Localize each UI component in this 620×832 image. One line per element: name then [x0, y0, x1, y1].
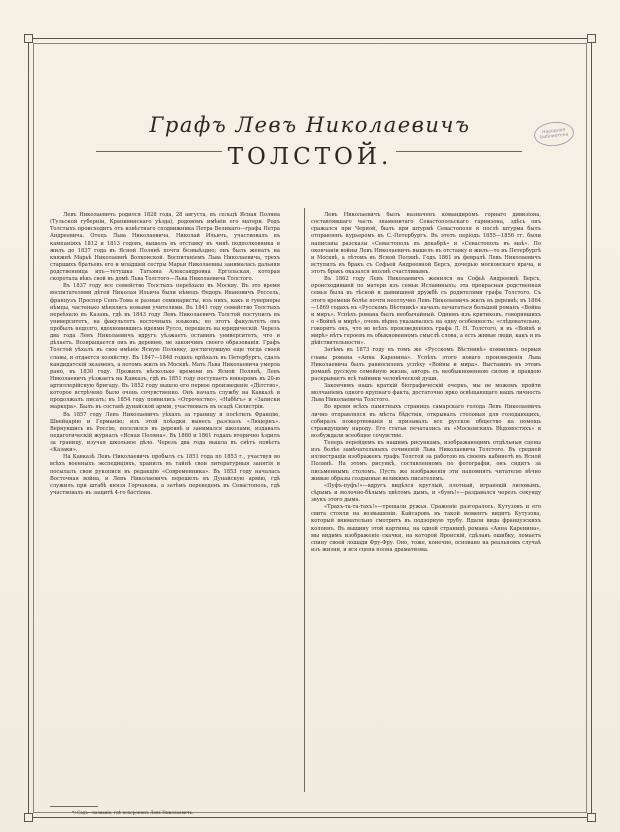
left-paragraph: На Кавказѣ Левъ Николаевичъ пробылъ съ 1851 года по 1853 г., участвуя во всѣхъ военныхъ экспедиціяхъ, хранилъ въ тайнѣ свои литературныя занятія и посылалъ свои рукописи въ редакцію «Современника». Въ 1853 году началась Восточная война, и Левъ Николаевичъ перешелъ въ Дунайскую армію, гдѣ служилъ при штабѣ князя Горчакова, а затѣмъ переведенъ въ Севастополь, гдѣ участвовалъ въ защитѣ 4-го бастіона.: [50, 454, 280, 496]
text-column-left: [50, 212, 280, 792]
title-rule-right: [396, 151, 522, 152]
frame-corner-bottom-left: [24, 813, 33, 822]
frame-corner-top-left: [24, 34, 33, 43]
text-column-right: [311, 212, 541, 792]
right-paragraph: Левъ Николаевичъ былъ назначенъ командиромъ горнаго дивизіона, составлявшаго часть знаменитаго Севастопольскаго гарнизона, здѣсь онъ сражался при Черной, былъ при штурмѣ Севастополя и послѣ штурма былъ отправленъ курьеромъ въ С.-Петербургъ. Въ этотъ періодъ 1855—1856 гг. были написаны разсказы «Севастополь въ декабрѣ» и «Севастополь въ маѣ». По окончаніи войны Левъ Николаевичъ вышелъ въ отставку и жилъ—то въ Петербургѣ и Москвѣ, а лѣтомъ въ Ясной Полянѣ. Годъ 1861 въ февралѣ Левъ Николаевичъ вступилъ въ бракъ съ Софьей Андреевной Берсъ, дочерью московскаго врача, и этотъ бракъ оказался вполнѣ счастливымъ.: [311, 212, 541, 275]
right-paragraph: Въ 1862 году Левъ Николаевичъ женился на Софьѣ Андреевнѣ Берсъ, происходившей по матери изъ семьи Иславиныхъ; эта прекрасная родственная семья была въ тѣсной и давнишней дружбѣ съ родителями графа Толстого. Съ этого времени болѣе почти неотлучно Левъ Николаевичъ жилъ въ деревнѣ; въ 1864—1869 годахъ въ «Русскомъ Вѣстникѣ» началъ печататься большой романъ «Война и миръ». Успѣхъ романа былъ необычайный. Однимъ изъ критиковъ, говорившихъ о «Войнѣ и мирѣ», очень вѣрно указывалось на одну особенность: «слѣдовательно, говоритъ онъ, что во всѣхъ произведеніяхъ графа Л. Н. Толстого, и въ «Войнѣ и мирѣ» нѣтъ героевъ въ обыкновенномъ смыслѣ слова, а есть живые люди, какъ и въ дѣйствительности».: [311, 276, 541, 347]
column-divider: [304, 208, 305, 792]
frame-corner-top-right: [587, 34, 596, 43]
left-paragraph: Въ 1837 году все семейство Толстыхъ переѣхало въ Москву. Въ это время воспитателями дѣтей Николая Ильича были нѣмецъ Ѳедоръ Ивановичъ Рессель, французъ Проспер Сенъ-Тома и разные семинаристы, изъ нихъ, какъ и гувернеры нѣмцы, частенько мѣнялись новыми учителями. Въ 1841 году семейство Толстыхъ переѣхало въ Казань, гдѣ въ 1843 году Левъ Николаевичъ Толстой поступилъ въ университетъ, на факультетъ восточныхъ языковъ; но этотъ факультетъ онъ пробылъ недолго, вдохновившись идеями Руссо, перешелъ на юридическій. Черезъ два года Левъ Николаевичъ вдругъ уѣзжаетъ оставивъ университетъ, что и дѣлаетъ. Возвращается онъ въ деревню, не закончивъ своего образованія. Графъ Толстой уѣхалъ въ свое имѣніе Ясную Полянку, достигнувшую еще тогда своей славы, и отдается хозяйству. Въ 1847—1848 годахъ пріѣхалъ въ Петербургъ, сдалъ кандидатскій экзаменъ, а потомъ жилъ въ Москвѣ. Мать Льва Николаевича умерла рано, въ 1830 году. Прожилъ нѣсколько времени въ Ясной Полянѣ, Левъ Николаевичъ уѣзжаетъ на Кавказъ, гдѣ въ 1851 году поступаетъ юнкеромъ въ 20-ю артиллерійскую бригаду. Въ 1852 году вышло его первое произведеніе «Дѣтство», которое встрѣчено было очень сочувственно. Онъ началъ службу на Кавказѣ и продолжалъ писать; въ 1854 году появились «Отрочество», «Набѣгъ» и «Записки маркера». Былъ въ составѣ дунайской арміи, участвовалъ въ осадѣ Силистріи.: [50, 283, 280, 411]
right-paragraph: «Трахъ-та-та-тахъ!»—трещали ружья. Сраженіе разгоралось. Кутузовъ и его свита стояли на возвышеніи. Кайсаровъ въ такой моментъ видитъ Кутузова, который внимательно смотритъ въ подзорную трубу. Вдали вида французскихъ колоннъ. Въ вышину этой картины, на одной страницѣ романа «Анна Каренина», мы видимъ изображеніе скачки, на которой Вронскій, сдѣлавъ ошибку, ломаетъ спину своей лошади Фру-Фру. Оно, тоже, конечно, основано на реальномъ случаѣ изъ жизни, и вся сцена полна драматизма.: [311, 504, 541, 553]
left-paragraph: Въ 1857 году Левъ Николаевичъ уѣхалъ за границу и посѣтилъ Францію, Швейцарію и Германію; изъ этой поѣздки вынесъ разсказъ «Люцернъ». Вернувшись въ Россію, поселился въ деревнѣ и занимался школами, издавалъ педагогическій журналъ «Ясная Поляна». Въ 1860 и 1861 годахъ вторично ѣздилъ за границу, изучая школьное дѣло. Черезъ два года вышла въ свѣтъ повѣсть «Казаки».: [50, 411, 280, 454]
right-paragraph: Затѣмъ въ 1873 году въ томъ же «Русскомъ Вѣстникѣ» появились первыя главы романа «Анна Каренина». Успѣхъ этого новаго произведенія Льва Николаевича былъ равносиленъ успѣху «Войны и мира». Выставивъ въ этомъ романѣ русскую семейную жизнь, авторъ съ необыкновенною силою и правдою раскрываетъ всѣ тайники человѣческой души.: [311, 347, 541, 382]
right-paragraph: «Пуфъ-пуфъ!»—вдругъ видѣлся круглый, плотный, играющій лиловымъ, сѣрымъ и молочно-бѣлымъ цвѣтомъ дымъ, и «бумъ!»—раздавался черезъ секунду звукъ этого дыма.: [311, 482, 541, 503]
left-paragraph: Левъ Николаевичъ родился 1828 года, 28 августа, въ сельцѣ Ясная Полянa (Тульской губерніи, Крапивинскаго уѣзда), родовомъ имѣніи его матери. Родъ Толстыхъ происходитъ отъ извѣстнаго сподвижника Петра Великаго—графа Петра Андреевича. Отецъ Льва Николаевича, Николай Ильичъ, участвовалъ въ кампаніяхъ 1812 и 1813 годовъ, вышелъ въ отставку въ чинѣ подполковника и жилъ до 1837 года въ Ясной Полянѣ почти безвыѣздно; онъ былъ женатъ на княжнѣ Марьѣ Николаевнѣ Волконской. Воспитаніемъ Льва Николаевича, трехъ старшихъ братьевъ его и младшей сестры Марьи Николаевны занималась дальняя родственница ихъ—тетушка Татьяна Александровна Ергольская, которая скоротала вѣкъ свой въ домѣ Льва Толстого—Льва Николаевича Толстого.: [50, 212, 280, 283]
right-paragraph: Теперь перейдемъ къ нашимъ рисункамъ, изображающимъ отдѣльныя сцены изъ болѣе замѣчательныхъ сочиненій Льва Николаевича Толстого. Въ средней иллюстраціи изображенъ графъ Толстой за работою въ своемъ кабинетѣ въ Ясной Полянѣ. На этомъ рисункѣ, составленномъ по фотографіи, онъ сидитъ за письменнымъ столомъ. Пусть же изображенія эти напомнятъ читателю вѣчно живые образы созданные великимъ писателемъ.: [311, 440, 541, 482]
title-surname-line: ТОЛСТОЙ.: [227, 144, 393, 170]
title-name-line: Графъ Левъ Николаевичъ: [149, 113, 471, 137]
right-paragraph: Закончимъ нашъ краткій біографическій очеркъ, мы не можемъ пройти молчаніемъ одного крупнаго факта, достаточно ярко освѣщающаго нашъ личность Льва Николаевича Толстого.: [311, 383, 541, 404]
frame-corner-bottom-right: [587, 813, 596, 822]
footnote-rule: [50, 806, 98, 807]
library-stamp-text: Народная Библиотека: [539, 127, 569, 141]
footnote: *) Садъ—названіе, гдѣ похороненъ Левъ Николаевичъ.: [72, 810, 194, 815]
right-paragraph: Во время всѣхъ памятныхъ страницъ самарскаго голода Левъ Николаевичъ лично отправлялся въ мѣста бѣдствія, открывалъ столовыя для голодающихъ, собиралъ пожертвованія и призывалъ все русское общество на помощь страждущему народу. Его статьи печатались въ «Московскихъ Вѣдомостяхъ» и возбуждали всеобщее сочувствіе.: [311, 404, 541, 439]
